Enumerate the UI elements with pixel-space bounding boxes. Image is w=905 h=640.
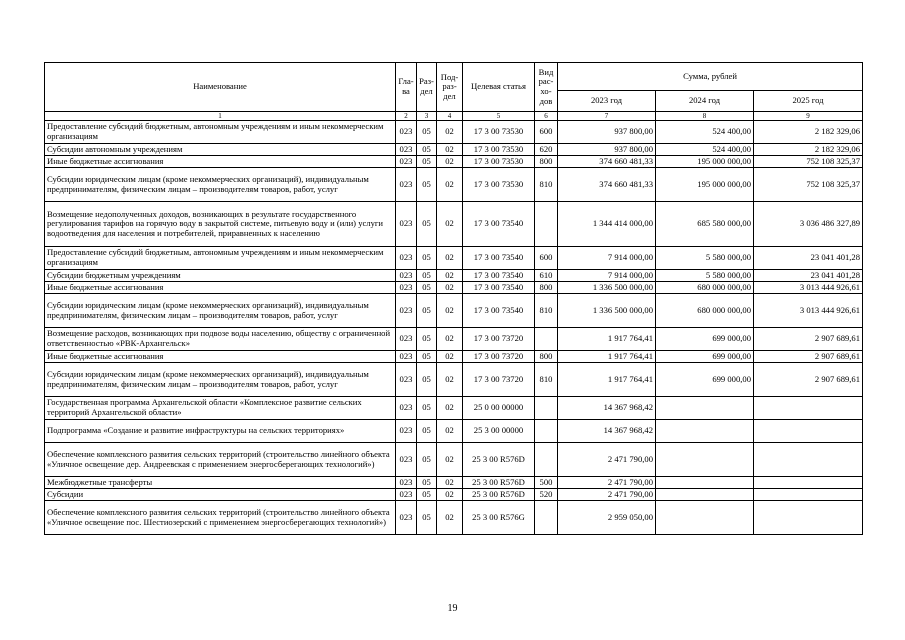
row-sum-2023-cell: 1 917 764,41 <box>558 363 656 397</box>
row-podrazdel-cell: 02 <box>437 328 463 351</box>
row-sum-2024-cell: 195 000 000,00 <box>656 156 754 168</box>
row-glava-cell: 023 <box>396 247 417 270</box>
row-name-cell: Подпрограмма «Создание и развитие инфраструктуры на сельских территориях» <box>45 420 396 443</box>
row-vid-cell: 800 <box>535 351 558 363</box>
column-number-row <box>45 112 863 121</box>
row-vid-cell <box>535 202 558 247</box>
row-podrazdel-cell: 02 <box>437 489 463 501</box>
row-name-cell: Субсидии автономным учреждениям <box>45 144 396 156</box>
row-sum-2025-cell: 3 013 444 926,61 <box>754 294 863 328</box>
table-row <box>45 121 863 144</box>
row-name-cell: Обеспечение комплексного развития сельских территорий (строительство линейного объекта «Уличное освещение дер. Андреевская с применением энергосберегающих технологий») <box>45 443 396 477</box>
row-sum-2023-cell: 374 660 481,33 <box>558 168 656 202</box>
table-row <box>45 144 863 156</box>
row-sum-2024-cell: 680 000 000,00 <box>656 294 754 328</box>
row-name-cell: Предоставление субсидий бюджетным, автономным учреждениям и иным некоммерческим организациям <box>45 121 396 144</box>
row-glava-cell: 023 <box>396 363 417 397</box>
row-name-cell: Обеспечение комплексного развития сельских территорий (строительство линейного объекта «Уличное освещение пос. Шестиозерский с применением энергосберегающих технологий») <box>45 501 396 535</box>
table-row <box>45 247 863 270</box>
row-podrazdel-cell: 02 <box>437 443 463 477</box>
row-vid-cell: 500 <box>535 477 558 489</box>
col-number: 9 <box>754 112 863 121</box>
row-sum-2023-cell: 937 800,00 <box>558 144 656 156</box>
row-name-cell: Возмещение расходов, возникающих при подвозе воды населению, обществу с ограниченной ответственностью «РВК-Архангельск» <box>45 328 396 351</box>
row-target-cell: 17 3 00 73720 <box>463 351 535 363</box>
row-name-cell: Предоставление субсидий бюджетным, автономным учреждениям и иным некоммерческим организациям <box>45 247 396 270</box>
col-header-name: Наименование <box>45 63 396 112</box>
row-razdel-cell: 05 <box>417 489 437 501</box>
row-razdel-cell: 05 <box>417 420 437 443</box>
row-sum-2023-cell: 2 471 790,00 <box>558 443 656 477</box>
row-vid-cell <box>535 420 558 443</box>
row-sum-2024-cell <box>656 397 754 420</box>
table-row <box>45 420 863 443</box>
table-row <box>45 489 863 501</box>
row-sum-2023-cell: 2 959 050,00 <box>558 501 656 535</box>
row-target-cell: 17 3 00 73530 <box>463 121 535 144</box>
row-sum-2024-cell <box>656 443 754 477</box>
row-name-cell: Субсидии <box>45 489 396 501</box>
row-vid-cell: 810 <box>535 363 558 397</box>
row-name-cell: Субсидии юридическим лицам (кроме некоммерческих организаций), индивидуальным предпринимателям, физическим лицам – производителям товаров, работ, услуг <box>45 168 396 202</box>
row-podrazdel-cell: 02 <box>437 294 463 328</box>
row-glava-cell: 023 <box>396 420 417 443</box>
row-podrazdel-cell: 02 <box>437 501 463 535</box>
col-header-podrazdel: Под-раз-дел <box>437 63 463 112</box>
row-vid-cell: 600 <box>535 247 558 270</box>
table-row <box>45 168 863 202</box>
row-name-cell: Иные бюджетные ассигнования <box>45 156 396 168</box>
row-sum-2023-cell: 1 917 764,41 <box>558 328 656 351</box>
row-podrazdel-cell: 02 <box>437 282 463 294</box>
row-target-cell: 25 3 00 R576G <box>463 501 535 535</box>
row-razdel-cell: 05 <box>417 351 437 363</box>
table-row <box>45 443 863 477</box>
row-sum-2023-cell: 1 344 414 000,00 <box>558 202 656 247</box>
row-name-cell: Иные бюджетные ассигнования <box>45 351 396 363</box>
row-sum-2024-cell <box>656 477 754 489</box>
row-sum-2023-cell: 1 336 500 000,00 <box>558 282 656 294</box>
row-sum-2025-cell: 3 013 444 926,61 <box>754 282 863 294</box>
row-podrazdel-cell: 02 <box>437 202 463 247</box>
col-number: 7 <box>558 112 656 121</box>
row-vid-cell: 800 <box>535 282 558 294</box>
row-razdel-cell: 05 <box>417 397 437 420</box>
row-sum-2025-cell: 752 108 325,37 <box>754 156 863 168</box>
budget-table <box>44 62 863 535</box>
row-razdel-cell: 05 <box>417 202 437 247</box>
table-row <box>45 397 863 420</box>
row-sum-2025-cell: 23 041 401,28 <box>754 270 863 282</box>
row-sum-2023-cell: 2 471 790,00 <box>558 477 656 489</box>
row-sum-2023-cell: 7 914 000,00 <box>558 247 656 270</box>
row-name-cell: Иные бюджетные ассигнования <box>45 282 396 294</box>
row-target-cell: 25 3 00 R576D <box>463 489 535 501</box>
col-number: 1 <box>45 112 396 121</box>
row-vid-cell: 610 <box>535 270 558 282</box>
row-razdel-cell: 05 <box>417 501 437 535</box>
row-razdel-cell: 05 <box>417 121 437 144</box>
row-podrazdel-cell: 02 <box>437 363 463 397</box>
row-vid-cell: 520 <box>535 489 558 501</box>
row-name-cell: Межбюджетные трансферты <box>45 477 396 489</box>
row-glava-cell: 023 <box>396 477 417 489</box>
row-razdel-cell: 05 <box>417 443 437 477</box>
row-sum-2024-cell <box>656 489 754 501</box>
table-row <box>45 156 863 168</box>
row-sum-2024-cell: 524 400,00 <box>656 121 754 144</box>
row-sum-2024-cell: 699 000,00 <box>656 363 754 397</box>
col-header-target: Целевая статья <box>463 63 535 112</box>
row-sum-2023-cell: 1 917 764,41 <box>558 351 656 363</box>
row-glava-cell: 023 <box>396 144 417 156</box>
row-glava-cell: 023 <box>396 282 417 294</box>
row-target-cell: 25 3 00 R576D <box>463 443 535 477</box>
table-row <box>45 351 863 363</box>
row-sum-2025-cell: 23 041 401,28 <box>754 247 863 270</box>
col-header-glava: Гла-ва <box>396 63 417 112</box>
row-glava-cell: 023 <box>396 501 417 535</box>
table-row <box>45 501 863 535</box>
row-sum-2025-cell: 752 108 325,37 <box>754 168 863 202</box>
row-podrazdel-cell: 02 <box>437 420 463 443</box>
table-header <box>45 63 863 121</box>
row-target-cell: 25 0 00 00000 <box>463 397 535 420</box>
row-sum-2025-cell <box>754 489 863 501</box>
row-podrazdel-cell: 02 <box>437 156 463 168</box>
row-podrazdel-cell: 02 <box>437 397 463 420</box>
col-header-razdel: Раз-дел <box>417 63 437 112</box>
row-glava-cell: 023 <box>396 489 417 501</box>
row-vid-cell <box>535 501 558 535</box>
row-razdel-cell: 05 <box>417 156 437 168</box>
row-sum-2023-cell: 374 660 481,33 <box>558 156 656 168</box>
row-sum-2025-cell <box>754 397 863 420</box>
row-sum-2024-cell: 195 000 000,00 <box>656 168 754 202</box>
row-razdel-cell: 05 <box>417 144 437 156</box>
col-number: 8 <box>656 112 754 121</box>
row-sum-2024-cell: 524 400,00 <box>656 144 754 156</box>
row-name-cell: Субсидии юридическим лицам (кроме некоммерческих организаций), индивидуальным предпринимателям, физическим лицам – производителям товаров, работ, услуг <box>45 363 396 397</box>
row-sum-2023-cell: 2 471 790,00 <box>558 489 656 501</box>
row-sum-2024-cell: 5 580 000,00 <box>656 270 754 282</box>
row-target-cell: 17 3 00 73540 <box>463 247 535 270</box>
row-podrazdel-cell: 02 <box>437 247 463 270</box>
row-glava-cell: 023 <box>396 270 417 282</box>
table-row <box>45 294 863 328</box>
table-row <box>45 328 863 351</box>
row-target-cell: 17 3 00 73540 <box>463 270 535 282</box>
row-target-cell: 17 3 00 73530 <box>463 144 535 156</box>
col-header-2024: 2024 год <box>656 91 754 112</box>
row-vid-cell <box>535 443 558 477</box>
row-vid-cell: 620 <box>535 144 558 156</box>
row-sum-2025-cell: 2 907 689,61 <box>754 328 863 351</box>
row-target-cell: 17 3 00 73530 <box>463 168 535 202</box>
row-sum-2025-cell: 3 036 486 327,89 <box>754 202 863 247</box>
row-target-cell: 17 3 00 73720 <box>463 363 535 397</box>
page-number: 19 <box>447 603 458 614</box>
row-glava-cell: 023 <box>396 328 417 351</box>
row-sum-2025-cell: 2 182 329,06 <box>754 144 863 156</box>
row-name-cell: Возмещение недополученных доходов, возникающих в результате государственного регулирования тарифов на горячую воду в закрытой системе, питьевую воду и (или) услуги водоотведения для населения и потребителей, приравненных к населению <box>45 202 396 247</box>
row-podrazdel-cell: 02 <box>437 351 463 363</box>
row-sum-2025-cell <box>754 443 863 477</box>
row-target-cell: 25 3 00 00000 <box>463 420 535 443</box>
row-sum-2023-cell: 937 800,00 <box>558 121 656 144</box>
row-razdel-cell: 05 <box>417 247 437 270</box>
row-sum-2025-cell <box>754 420 863 443</box>
col-number: 2 <box>396 112 417 121</box>
col-header-sum: Сумма, рублей <box>558 63 863 91</box>
col-number: 5 <box>463 112 535 121</box>
row-sum-2024-cell: 5 580 000,00 <box>656 247 754 270</box>
row-sum-2023-cell: 14 367 968,42 <box>558 397 656 420</box>
col-number: 3 <box>417 112 437 121</box>
table-row <box>45 202 863 247</box>
col-header-vid: Вид рас-хо-дов <box>535 63 558 112</box>
table-body <box>45 121 863 535</box>
row-razdel-cell: 05 <box>417 294 437 328</box>
col-number: 4 <box>437 112 463 121</box>
row-glava-cell: 023 <box>396 168 417 202</box>
row-target-cell: 17 3 00 73720 <box>463 328 535 351</box>
row-vid-cell: 810 <box>535 168 558 202</box>
col-number: 6 <box>535 112 558 121</box>
row-podrazdel-cell: 02 <box>437 168 463 202</box>
row-podrazdel-cell: 02 <box>437 270 463 282</box>
row-target-cell: 17 3 00 73540 <box>463 282 535 294</box>
row-name-cell: Субсидии бюджетным учреждениям <box>45 270 396 282</box>
row-glava-cell: 023 <box>396 443 417 477</box>
row-glava-cell: 023 <box>396 351 417 363</box>
row-vid-cell <box>535 397 558 420</box>
row-target-cell: 17 3 00 73540 <box>463 202 535 247</box>
row-podrazdel-cell: 02 <box>437 121 463 144</box>
row-glava-cell: 023 <box>396 156 417 168</box>
table-row <box>45 477 863 489</box>
row-sum-2024-cell: 699 000,00 <box>656 328 754 351</box>
row-sum-2024-cell: 685 580 000,00 <box>656 202 754 247</box>
row-target-cell: 25 3 00 R576D <box>463 477 535 489</box>
row-target-cell: 17 3 00 73540 <box>463 294 535 328</box>
row-glava-cell: 023 <box>396 202 417 247</box>
col-header-2023: 2023 год <box>558 91 656 112</box>
row-razdel-cell: 05 <box>417 477 437 489</box>
row-razdel-cell: 05 <box>417 328 437 351</box>
row-razdel-cell: 05 <box>417 282 437 294</box>
row-razdel-cell: 05 <box>417 363 437 397</box>
row-vid-cell: 800 <box>535 156 558 168</box>
row-glava-cell: 023 <box>396 294 417 328</box>
row-podrazdel-cell: 02 <box>437 477 463 489</box>
row-razdel-cell: 05 <box>417 168 437 202</box>
row-vid-cell: 600 <box>535 121 558 144</box>
row-glava-cell: 023 <box>396 397 417 420</box>
row-sum-2025-cell <box>754 501 863 535</box>
row-vid-cell <box>535 328 558 351</box>
row-razdel-cell: 05 <box>417 270 437 282</box>
row-name-cell: Государственная программа Архангельской области «Комплексное развитие сельских территорий Архангельской области» <box>45 397 396 420</box>
table-row <box>45 282 863 294</box>
row-sum-2025-cell: 2 907 689,61 <box>754 351 863 363</box>
row-sum-2025-cell <box>754 477 863 489</box>
row-glava-cell: 023 <box>396 121 417 144</box>
row-sum-2024-cell: 699 000,00 <box>656 351 754 363</box>
row-sum-2024-cell: 680 000 000,00 <box>656 282 754 294</box>
row-sum-2024-cell <box>656 501 754 535</box>
row-sum-2025-cell: 2 182 329,06 <box>754 121 863 144</box>
table-row <box>45 363 863 397</box>
row-sum-2025-cell: 2 907 689,61 <box>754 363 863 397</box>
row-name-cell: Субсидии юридическим лицам (кроме некоммерческих организаций), индивидуальным предпринимателям, физическим лицам – производителям товаров, работ, услуг <box>45 294 396 328</box>
row-podrazdel-cell: 02 <box>437 144 463 156</box>
row-sum-2023-cell: 7 914 000,00 <box>558 270 656 282</box>
table-row <box>45 270 863 282</box>
col-header-2025: 2025 год <box>754 91 863 112</box>
row-sum-2024-cell <box>656 420 754 443</box>
row-sum-2023-cell: 14 367 968,42 <box>558 420 656 443</box>
row-target-cell: 17 3 00 73530 <box>463 156 535 168</box>
row-vid-cell: 810 <box>535 294 558 328</box>
row-sum-2023-cell: 1 336 500 000,00 <box>558 294 656 328</box>
